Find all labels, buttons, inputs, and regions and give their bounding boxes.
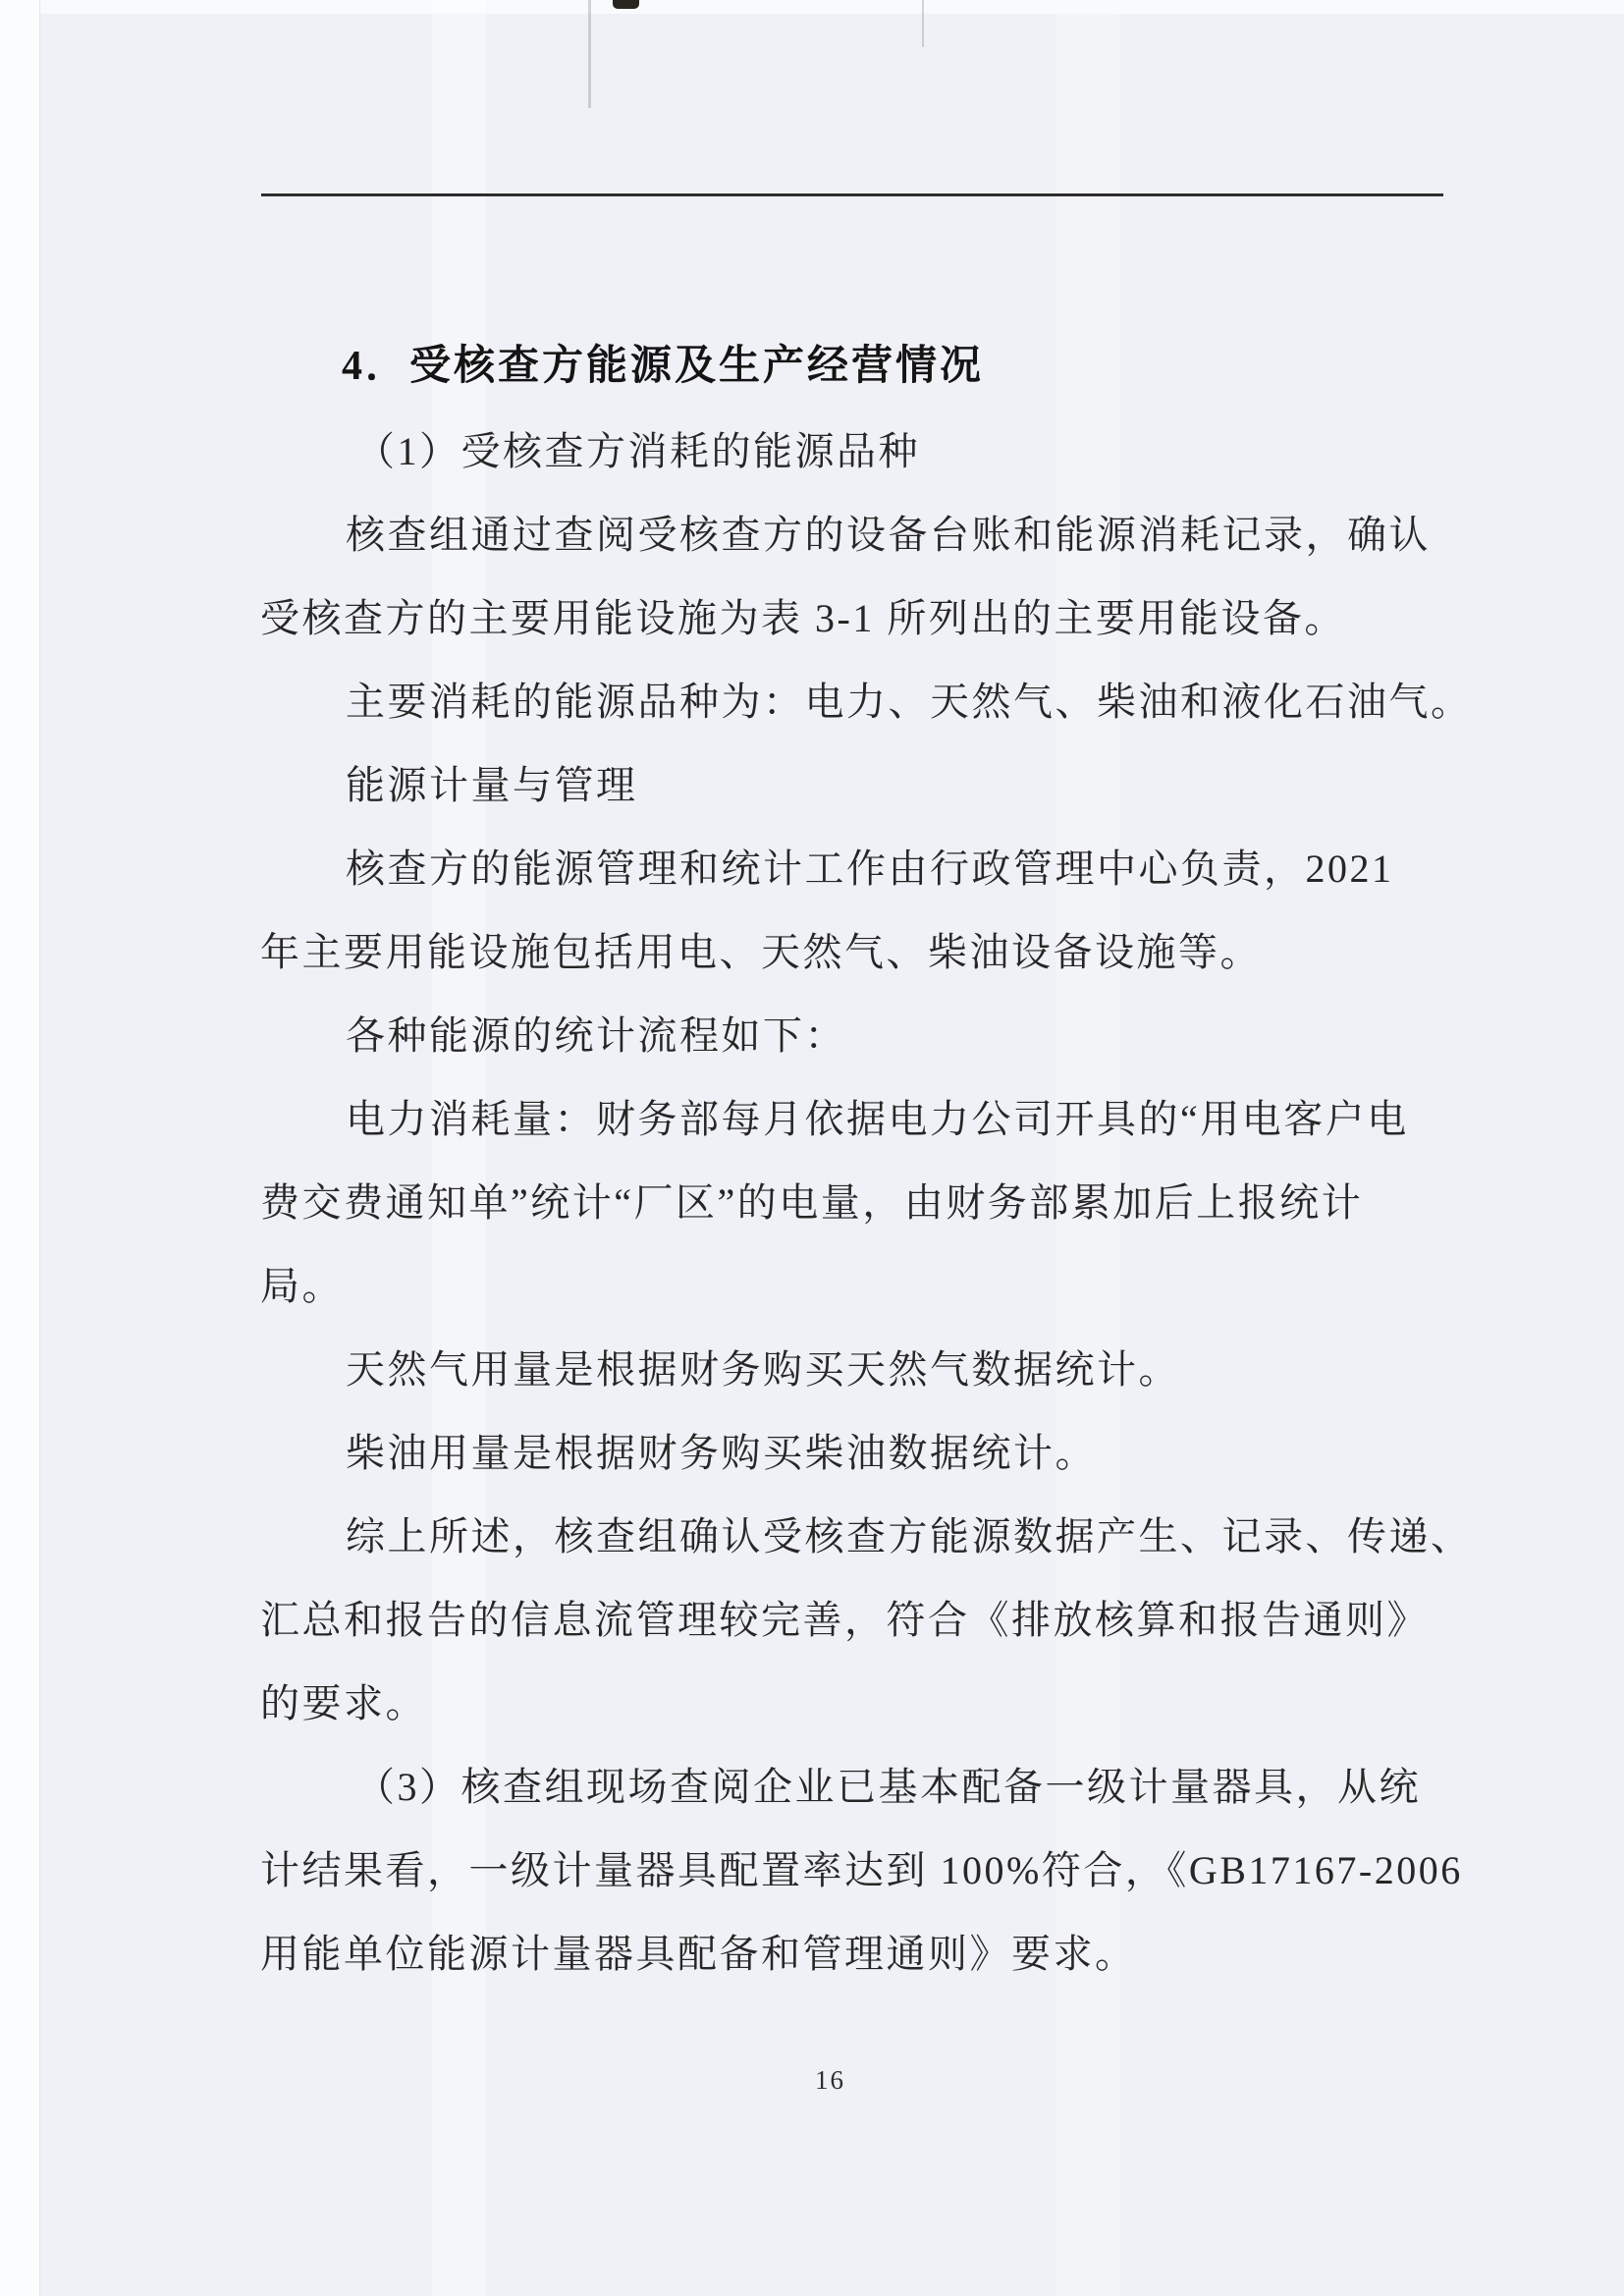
text-line: 电力消耗量：财务部每月依据电力公司开具的“用电客户电 <box>346 1097 1409 1141</box>
text-line: （3）核查组现场查阅企业已基本配备一级计量器具，从统 <box>355 1765 1421 1809</box>
text-line: （1）受核查方消耗的能源品种 <box>355 429 920 473</box>
text-line: 主要消耗的能源品种为：电力、天然气、柴油和液化石油气。 <box>346 680 1473 724</box>
text-line: 各种能源的统计流程如下： <box>346 1013 846 1058</box>
text-line: 年主要用能设施包括用电、天然气、柴油设备设施等。 <box>260 930 1262 974</box>
text-line: 的要求。 <box>260 1681 427 1725</box>
text-line: 综上所述，核查组确认受核查方能源数据产生、记录、传递、 <box>346 1514 1473 1558</box>
scan-edge-left <box>0 0 40 2296</box>
text-line: 柴油用量是根据财务购买柴油数据统计。 <box>346 1431 1097 1475</box>
scan-artifact <box>588 0 591 108</box>
scan-edge-top <box>0 0 1624 14</box>
scan-artifact <box>922 0 924 47</box>
text-line: 受核查方的主要用能设施为表 3-1 所列出的主要用能设备。 <box>260 596 1346 640</box>
page-number: 16 <box>815 2065 845 2095</box>
text-line: 汇总和报告的信息流管理较完善，符合《排放核算和报告通则》 <box>260 1598 1429 1642</box>
header-rule <box>261 193 1443 196</box>
text-line: 核查组通过查阅受核查方的设备台账和能源消耗记录，确认 <box>346 513 1431 557</box>
text-line: 计结果看，一级计量器具配置率达到 100%符合，《GB17167-2006 <box>260 1848 1463 1892</box>
text-line: 核查方的能源管理和统计工作由行政管理中心负责，2021 <box>346 847 1394 891</box>
section-heading: 4．受核查方能源及生产经营情况 <box>342 344 985 389</box>
text-line: 能源计量与管理 <box>346 763 638 807</box>
text-line: 天然气用量是根据财务购买天然气数据统计。 <box>346 1347 1180 1392</box>
text-line: 局。 <box>260 1264 344 1308</box>
text-line: 用能单位能源计量器具配备和管理通则》要求。 <box>260 1932 1137 1976</box>
text-line: 费交费通知单”统计“厂区”的电量，由财务部累加后上报统计 <box>260 1180 1364 1225</box>
scan-artifact <box>613 0 639 9</box>
